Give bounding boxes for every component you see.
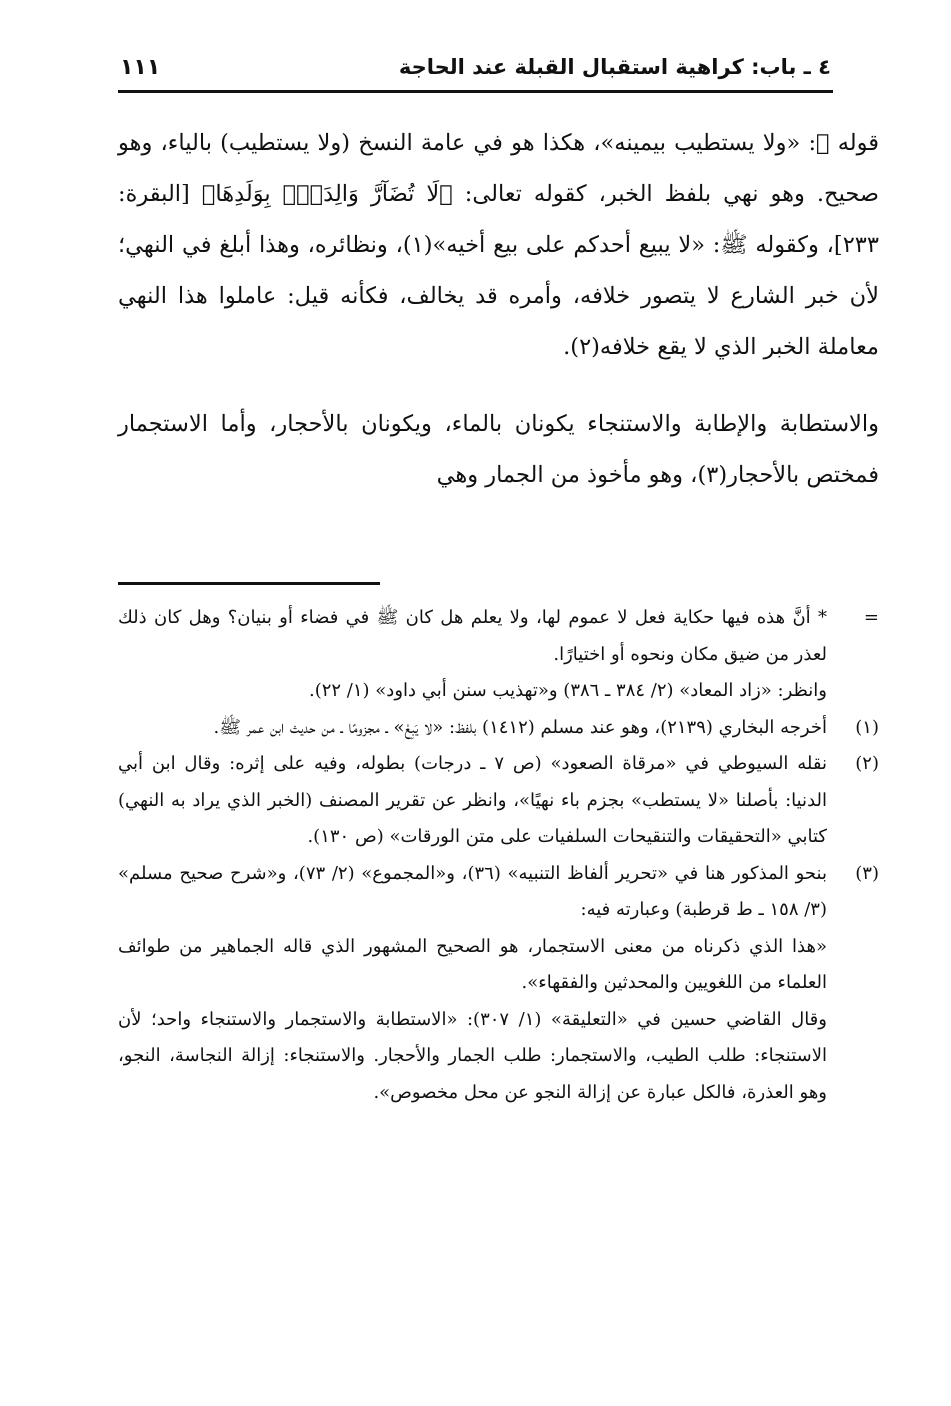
footnote-line: * أنَّ هذه فيها حكاية فعل لا عموم لها، ولا يعلم هل كان ﷺ في فضاء أو بنيان؟ وهل كان ذلك لعذر من ضيق مكان ونحوه أو اختيارًا. xyxy=(118,607,827,665)
footnote-marker: (٣) xyxy=(855,862,879,884)
footnote-line: وانظر: «زاد المعاد» (٢/ ٣٨٤ ـ ٣٨٦) و«تهذيب سنن أبي داود» (١/ ٢٢). xyxy=(308,680,827,701)
footnote-1 xyxy=(118,710,879,747)
footnote-line: وقال القاضي حسين في «التعليقة» (١/ ٣٠٧): «الاستطابة والاستجمار والاستنجاء واحد؛ لأن الاستنجاء: طلب الطيب، والاستجمار: طلب الجمار والأحجار. والاستنجاء: إزالة النجاسة، النجو، وهو العذرة، فالكل عبارة عن إزالة النجو عن محل مخصوص». xyxy=(118,1008,827,1103)
main-text xyxy=(118,118,879,501)
footnote-marker: = xyxy=(863,607,879,628)
footnote-line: نقله السيوطي في «مرقاة الصعود» (ص ٧ ـ درجات) بطوله، وفيه على إثره: وقال ابن أبي الدنيا: بأصلنا «لا يستطب» بجزم باء نهيًا»، وانظر عن تقرير المصنف (الخبر الذي يراد به النهي) كتابي «التحقيقات والتنقيحات السلفيات على متن الورقات» (ص ١٣٠). xyxy=(118,753,827,847)
footnote-3 xyxy=(118,856,879,1112)
footnote-marker: (١) xyxy=(855,716,879,738)
footnote-line: بنحو المذكور هنا في «تحرير ألفاظ التنبيه» (٣٦)، و«المجموع» (٢/ ٧٣)، و«شرح صحيح مسلم» (٣/ ١٥٨ ـ ط قرطبة) وعبارته فيه: xyxy=(118,862,827,920)
body-paragraph: والاستطابة والإطابة والاستنجاء يكونان بالماء، ويكونان بالأحجار، وأما الاستجمار فمختص بالأحجار(٣)، وهو مأخوذ من الجمار وهي xyxy=(118,411,879,488)
body-paragraph: قوله ﷺ: «ولا يستطيب بيمينه»، هكذا هو في عامة النسخ (ولا يستطيب) بالياء، وهو صحيح. وهو نهي بلفظ الخبر، كقوله تعالى: ﴿لَا تُضَآرَّ وَالِدَةُۢ بِوَلَدِهَا﴾ [البقرة: ٢٣٣]، وكقوله ﷺ: «لا يبيع أحدكم على بيع أخيه»(١)، ونظائره، وهذا أبلغ في النهي؛ لأن خبر الشارع لا يتصور خلافه، وأمره قد يخالف، فكأنه قيل: عاملوا هذا النهي معاملة الخبر الذي لا يقع خلافه(٢). xyxy=(118,130,879,360)
page-number: ١١١ xyxy=(120,55,161,80)
footnote-line: «هذا الذي ذكرناه من معنى الاستجمار، هو الصحيح المشهور الذي قاله الجماهير من طوائف العلماء من اللغويين والمحدثين والفقهاء». xyxy=(118,935,827,993)
footnote-continued xyxy=(118,600,879,710)
chapter-title: ٤ ـ باب: كراهية استقبال القبلة عند الحاجة xyxy=(398,55,831,79)
footnote-2 xyxy=(118,746,879,856)
running-header xyxy=(120,55,831,93)
footnotes xyxy=(118,600,879,1111)
footnote-divider xyxy=(118,582,380,585)
footnote-line: أخرجه البخاري (٢١٣٩)، وهو عند مسلم (١٤١٢) بلفظ: «لا يَبِعْ» ـ مجزومًا ـ من حديث ابن عمر ﷺ. xyxy=(213,716,827,738)
header-divider xyxy=(118,90,833,93)
footnote-marker: (٢) xyxy=(855,753,879,774)
